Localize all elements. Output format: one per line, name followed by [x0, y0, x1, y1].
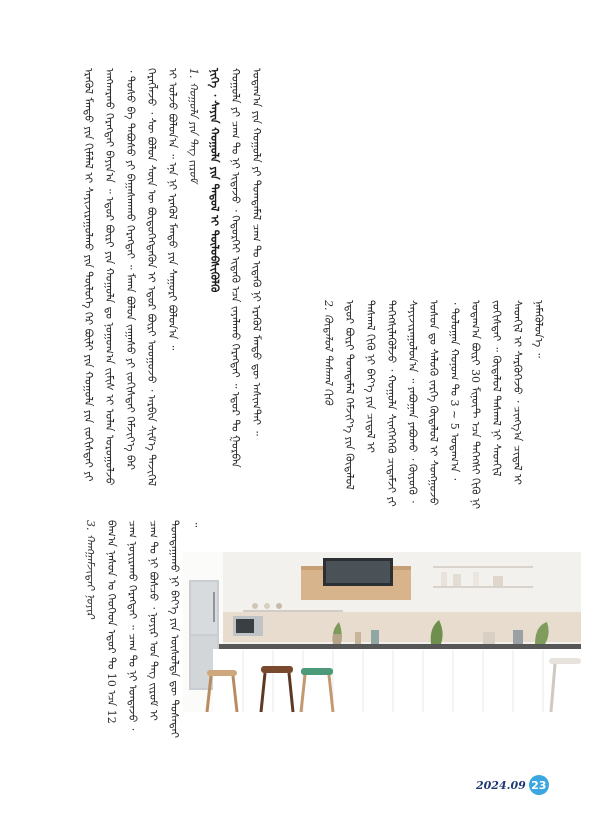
numbered-heading: 3. ᠬᠠᠩᠭᠠᠮᠵᠢᠲᠠᠢ ᠨᠣᠶᠢᠷ — [84, 520, 97, 619]
numbered-heading: 1. ᠬᠣᠭᠣᠯᠠ ᠶᠢᠨ ᠳᠡᠭ ᠵᠢᠷᠤᠮ — [187, 68, 200, 183]
paragraph: ᠡᠳᠦᠷ ᠪᠦᠷᠢ ᠲᠣᠭᠲᠠᠮᠠᠯ ᠬᠡᠮᠵᠢᠶ᠎ᠡ ᠶᠢᠨ ᠬᠥᠳᠡᠯᠦᠯ ᠳᠠᠰᠬᠠᠯ ᠬᠢᠬᠦ ᠨᠢ ᠪᠡᠶ᠎ᠡ ᠶᠢᠨ ᠴᠢᠳᠠᠯ ᠢ ᠳᠡᠭᠡᠭᠰᠢᠯᠡᠭᠦᠯᠵᠦ ᠂ ᠬᠣᠭᠣᠯᠠ ᠰᠢᠩᠭᠡᠭᠡᠬᠦ ᠴᠢᠳᠠᠮᠵᠢ ᠶᠢ ᠰᠠᠶᠢᠵᠢᠷᠠᠭᠤᠯᠤᠨ᠎ᠠ ᠃ ᠶᠠᠪᠤᠭᠠᠨ ᠶᠠᠪᠤᠬᠤ ᠂ ᠭᠦᠶᠦᠬᠦ ᠂ ᠤᠰᠤᠨ ᠳᠤ ᠰᠡᠯᠦᠬᠦ ᠵᠡᠷᠭᠡ ᠬᠥᠳᠡᠯᠦᠯ ᠢ ᠰᠣᠩᠭᠣᠵᠤ ᠂ ᠳᠣᠯᠣᠭᠠᠨ ᠬᠣᠨᠤᠭ ᠲᠤ 3 ~ 5 ᠤᠳᠠᠭ᠎ᠠ ᠂ ᠤᠳᠠᠭ᠎ᠠ ᠪᠦᠷᠢ 30 ᠮᠢᠨᠦ᠋ᠲ ᠡᠴᠡ ᠳᠡᠭᠡᠭᠰᠢ ᠬᠢᠬᠦ ᠨᠢ ᠵᠣᠬᠢᠰᠲᠠᠢ ᠃ ᠬᠥᠳᠡᠯᠦᠯ ᠳᠠᠰᠬᠠᠯ ᠨᠢ ᠰᠡᠳᠬᠢᠯ ᠰᠡᠳᠬᠢᠯ ᠢ ᠰᠡᠷᠭᠦᠭᠡᠵᠦ ᠂ ᠴᠢᠩᠭ᠎ᠠ ᠴᠢᠳᠠᠯ ᠢ ᠨᠡᠮᠡᠭᠦᠯᠦᠨ᠎ᠡ ᠃ — [343, 300, 545, 510]
numbered-heading: 2. ᠬᠥᠳᠡᠯᠦᠯ ᠳᠠᠰᠬᠠᠯ ᠬᠢᠬᠦ — [322, 300, 335, 405]
paragraph: ᠪᠠᠭ᠎ᠠ ᠨᠠᠰᠤᠨ ᠤ ᠬᠡᠦᠬᠡᠳ ᠡᠳᠦᠷ ᠲᠤ 10 ᠡᠴᠡ 12 ᠴᠠᠭ ᠨᠣᠶᠢᠷᠠᠬᠤ ᠬᠡᠷᠡᠭᠲᠡᠢ ᠃ ᠴᠠᠭ ᠲᠤ ᠨᠢ ᠤᠨᠲᠠᠵᠤ ᠂ ᠴᠠᠭ ᠲᠤ ᠨᠢ ᠪᠣᠰᠴᠤ ᠂ ᠨᠣᠶᠢᠷ ᠤᠨ ᠳᠡᠭ ᠵᠢᠷᠤᠮ ᠢ ᠲᠣᠭᠲᠠᠭᠠᠬᠤ ᠨᠢ ᠪᠡᠶ᠎ᠡ ᠶᠢᠨ ᠦᠰᠦᠯᠲᠡ ᠳᠦ ᠲᠤᠰᠠᠲᠠᠢ ᠃ — [105, 520, 202, 739]
text-column-2 — [318, 300, 545, 510]
section-heading: ᠨᠢᠭᠡ ᠂ ᠰᠠᠶᠢᠨ ᠬᠣᠭᠣᠯᠠ ᠶᠢᠨ ᠳᠠᠳᠤᠯ ᠢ ᠲᠥᠯᠦᠪᠰᠢᠭᠦᠯᠬᠦ — [208, 68, 221, 293]
kitchen-illustration — [183, 552, 581, 712]
text-column-3 — [80, 520, 202, 740]
paragraph: ᠡᠷᠡᠭᠦᠯ ᠮᠡᠨᠳᠦ ᠶᠢᠨ ᠬᠢᠮᠠᠯᠠᠯ ᠢ ᠰᠠᠶᠢᠵᠢᠷᠠᠭᠤᠯᠬᠤ ᠶᠢᠨ ᠲᠥᠯᠦᠭᠡ ᠭᠡᠷ ᠪᠦᠯᠢ ᠶᠢᠨ ᠬᠣᠭᠣᠯᠠ ᠶᠢᠨ ᠵᠣᠬᠢᠰᠲᠠᠢ ᠶᠢ ᠠᠩᠬᠠᠷᠬᠤ ᠬᠡᠷᠡᠭᠲᠡᠢ ᠪᠠᠶᠢᠨ᠎ᠠ ᠃ ᠡᠳᠦᠷ ᠪᠦᠷᠢ ᠶᠢᠨ ᠬᠣᠭᠣᠯᠠ ᠳᠤ ᠨᠣᠭᠣᠭ᠎ᠠ ᠵᠢᠮᠢᠰ ᠢ ᠣᠯᠠᠨ ᠣᠷᠣᠭᠤᠯᠵᠤ ᠂ ᠲᠣᠰᠤ ᠪᠠ ᠳᠠᠪᠤᠰᠤ ᠶᠢ ᠪᠠᠭᠠᠰᠬᠠᠬᠤ ᠬᠡᠷᠡᠭᠲᠡᠢ ᠃ ᠮᠠᠬᠠ ᠪᠣᠯᠤᠨ ᠵᠠᠭᠠᠰᠤ ᠶᠢ ᠵᠣᠬᠢᠰᠲᠠᠢ ᠬᠡᠮᠵᠢᠶ᠎ᠡ ᠪᠡᠷ ᠬᠡᠷᠡᠭᠯᠡᠵᠦ ᠂ ᠰᠦ ᠪᠣᠯᠤᠨ ᠰᠦᠨ ᠦ ᠪᠦᠲᠦᠭᠡᠭᠳᠡᠬᠦᠨ ᠢ ᠡᠳᠦᠷ ᠪᠦᠷᠢ ᠤᠤᠭᠤᠵᠤ ᠂ ᠠᠷᠪᠢᠨ ᠱᠢᠮ᠎ᠡ ᠲᠡᠵᠢᠭᠡᠯ ᠢ ᠣᠯᠵᠤ ᠪᠣᠯᠤᠨ᠎ᠠ ᠃ ᠡᠨᠡ ᠨᠢ ᠡᠷᠡᠭᠦᠯ ᠮᠡᠨᠳᠦ ᠶᠢᠨ ᠰᠠᠭᠤᠷᠢ ᠪᠣᠯᠤᠨ᠎ᠠ ᠃ — [82, 68, 179, 487]
issue-date: 2024.09 — [476, 778, 526, 792]
paragraph: ᠬᠣᠭᠣᠯᠠ ᠶᠢ ᠴᠠᠭ ᠲᠤ ᠨᠢ ᠢᠳᠡᠵᠦ ᠂ ᠬᠡᠲᠦᠷᠬᠡᠢ ᠢᠳᠡᠬᠦ ᠡᠴᠡ ᠵᠠᠶᠠᠯᠠᠬᠤ ᠬᠡᠷᠡᠭᠲᠡᠢ ᠃ ᠡᠳᠦᠷ ᠲᠤ ᠭᠤᠷᠪᠠᠨ ᠤᠳᠠᠭ᠎ᠠ ᠶᠢᠨ ᠬᠣᠭᠣᠯᠠ ᠶᠢ ᠲᠣᠭᠲᠠᠮᠠᠯ ᠴᠠᠭ ᠲᠤ ᠢᠳᠡᠬᠦ ᠨᠢ ᠡᠷᠡᠭᠦᠯ ᠮᠡᠨᠳᠦ ᠳᠦ ᠠᠰᠢᠭ᠎ᠲᠠᠢ ᠃ — [229, 68, 263, 468]
kitchen-photo — [183, 552, 581, 712]
text-column-1 — [78, 68, 283, 488]
page-number-badge: 23 — [529, 775, 549, 795]
page-footer — [476, 775, 549, 795]
